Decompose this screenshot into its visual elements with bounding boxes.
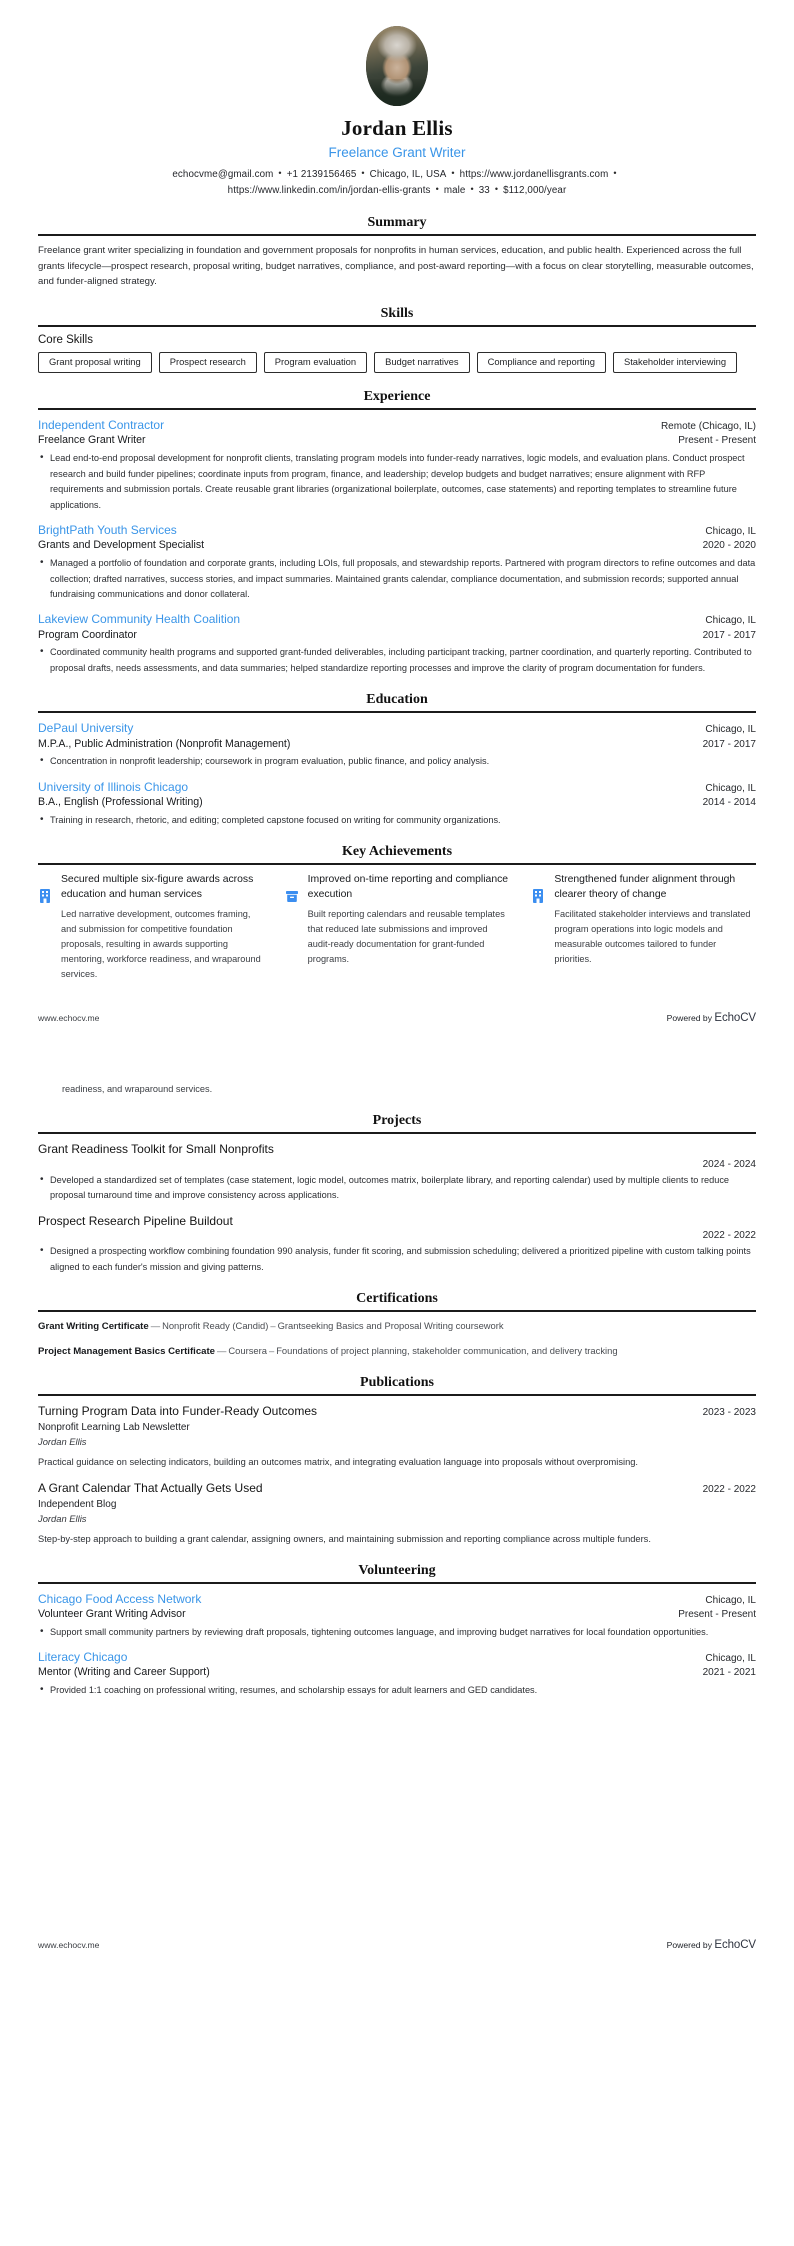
bullet-item: • Developed a standardized set of templates (case statement, logic model, outcomes matrix, boilerplate library, and reporting calendar) used by multiple clients to reduce proposal turnaround time and improve consistency across applications. <box>38 1173 756 1204</box>
experience-bullets <box>38 451 756 513</box>
footer-powered-by-label: Powered by <box>666 1939 713 1950</box>
publication-title: Turning Program Data into Funder-Ready Outcomes <box>38 1404 318 1419</box>
building-icon <box>38 888 52 904</box>
experience-location: Chicago, IL <box>705 526 756 538</box>
volunteering-entry <box>38 1591 756 1640</box>
section-divider <box>38 1310 756 1312</box>
education-location: Chicago, IL <box>705 782 756 794</box>
volunteering-org[interactable]: Literacy Chicago <box>38 1650 128 1665</box>
skill-chip: Budget narratives <box>374 352 469 373</box>
experience-org[interactable]: BrightPath Youth Services <box>38 523 177 538</box>
section-title-volunteering: Volunteering <box>358 1562 436 1578</box>
experience-bullets <box>38 645 756 676</box>
experience-date: Present - Present <box>678 435 756 447</box>
separator-dot-icon: • <box>613 168 617 178</box>
en-dash-icon: – <box>270 1320 276 1332</box>
publication-entry <box>38 1403 756 1470</box>
footer-site-url[interactable]: www.echocv.me <box>38 1939 100 1950</box>
project-bullets <box>38 1173 756 1204</box>
bullet-item: • Provided 1:1 coaching on professional writing, resumes, and scholarship essays for adult learners and GED candidates. <box>38 1683 756 1698</box>
separator-dot-icon: • <box>494 184 499 195</box>
bullet-item: • Training in research, rhetoric, and editing; completed capstone focused on writing for community organizations. <box>38 813 756 828</box>
separator-dot-icon: • <box>278 168 282 178</box>
contact-linkedin[interactable]: https://www.linkedin.com/in/jordan-ellis-grants <box>227 185 431 197</box>
em-dash-icon: — <box>217 1344 227 1356</box>
project-bullets <box>38 1244 756 1275</box>
certification-entry <box>38 1344 756 1359</box>
footer-site-url[interactable]: www.echocv.me <box>38 1013 100 1023</box>
footer-powered-by-label: Powered by <box>666 1013 713 1023</box>
experience-role: Grants and Development Specialist <box>38 539 205 552</box>
volunteering-location: Chicago, IL <box>705 1594 756 1606</box>
section-divider <box>38 408 756 410</box>
section-divider <box>38 234 756 236</box>
footer-brand <box>667 1012 756 1024</box>
section-divider <box>38 325 756 327</box>
certification-name: Project Management Basics Certificate <box>38 1345 216 1357</box>
contact-location: Chicago, IL, USA <box>369 169 447 180</box>
experience-role: Freelance Grant Writer <box>38 434 146 447</box>
section-title-certifications: Certifications <box>356 1291 438 1307</box>
key-achievement-title: Strengthened funder alignment through clearer theory of change <box>554 874 736 901</box>
avatar <box>366 26 428 106</box>
section-title-experience: Experience <box>363 389 431 405</box>
volunteering-entry <box>38 1649 756 1698</box>
experience-entry <box>38 522 756 602</box>
key-achievement-item <box>38 872 263 982</box>
contact-phone[interactable]: +1 2139156465 <box>286 169 357 180</box>
building-icon <box>531 888 545 904</box>
archive-box-icon <box>285 888 299 904</box>
section-divider <box>38 863 756 865</box>
project-name: Prospect Research Pipeline Buildout <box>38 1213 233 1228</box>
bullet-item: • Coordinated community health programs and supported grant-funded deliverables, including participant tracking, partner coordination, and quarterly reporting. Contributed to proposal drafts, needs assessments, and data summaries; helped standardize reporting processes and improve the clarity of program documentation for funders. <box>38 645 756 676</box>
separator-dot-icon: • <box>470 184 474 195</box>
key-achievement-item <box>531 872 756 982</box>
experience-org[interactable]: Lakeview Community Health Coalition <box>38 612 241 627</box>
certification-description: Grantseeking Basics and Proposal Writing coursework <box>277 1320 504 1332</box>
section-title-projects: Projects <box>372 1112 422 1128</box>
em-dash-icon: — <box>150 1320 161 1332</box>
volunteering-bullets <box>38 1625 756 1640</box>
section-projects <box>38 1113 756 1275</box>
project-entry <box>38 1213 756 1276</box>
certification-description: Foundations of project planning, stakeholder communication, and delivery tracking <box>276 1344 618 1356</box>
en-dash-icon: – <box>268 1344 275 1356</box>
section-key-achievements <box>38 844 756 982</box>
experience-role: Program Coordinator <box>38 628 137 641</box>
publication-date: 2023 - 2023 <box>702 1407 756 1419</box>
bottom-spacer <box>38 1699 756 1939</box>
experience-date: 2017 - 2017 <box>702 629 756 641</box>
section-title-education: Education <box>366 692 428 708</box>
separator-dot-icon: • <box>451 168 455 178</box>
certification-issuer: Coursera <box>228 1344 267 1356</box>
section-title-summary: Summary <box>367 215 427 231</box>
summary-text: Freelance grant writer specializing in foundation and government proposals for nonprofits in human services, education, and public health. Experienced across the full grants lifecycle—prospect research, proposal writing, budget narratives, compliance, and post-award reporting—with a focus on clear storytelling, measurable outcomes, and funder-aligned strategy. <box>38 245 754 288</box>
key-achievements-grid <box>38 872 756 982</box>
bullet-item: • Managed a portfolio of foundation and corporate grants, including LOIs, full proposals, and stewardship reports. Partnered with program directors to refine outcomes and data collection; drafted narratives, success stories, and impact summaries. Maintained grants calendar, compliance documentation, and submission records; supported annual fundraising communications and donor collateral. <box>38 556 756 602</box>
separator-dot-icon: • <box>435 184 439 195</box>
education-bullets <box>38 754 756 769</box>
education-degree: M.P.A., Public Administration (Nonprofit Management) <box>38 737 291 750</box>
volunteering-role: Mentor (Writing and Career Support) <box>38 1666 210 1679</box>
certification-entry <box>38 1319 756 1334</box>
volunteering-org[interactable]: Chicago Food Access Network <box>38 1591 202 1606</box>
section-divider <box>38 1132 756 1134</box>
headline: Freelance Grant Writer <box>328 145 466 160</box>
contact-salary: $112,000/year <box>503 185 567 197</box>
key-achievement-item <box>285 872 510 982</box>
education-entry <box>38 779 756 828</box>
publication-description: Step-by-step approach to building a grant calendar, assigning owners, and maintaining submission and reporting compliance across multiple funders. <box>38 1533 651 1544</box>
section-title-publications: Publications <box>360 1375 434 1391</box>
contact-gender: male <box>443 185 466 197</box>
publication-publisher: Nonprofit Learning Lab Newsletter <box>38 1421 190 1433</box>
education-date: 2017 - 2017 <box>702 738 756 750</box>
publication-description: Practical guidance on selecting indicators, building an outcomes matrix, and integrating evaluation language into proposals without overpromising. <box>38 1456 639 1467</box>
education-entry <box>38 720 756 769</box>
project-entry <box>38 1141 756 1204</box>
publication-author: Jordan Ellis <box>38 1513 87 1525</box>
page-break-gap <box>38 1024 756 1082</box>
section-experience <box>38 389 756 676</box>
project-date: 2022 - 2022 <box>702 1230 756 1242</box>
education-date: 2014 - 2014 <box>702 797 756 809</box>
section-summary <box>38 215 756 290</box>
key-achievement-continuation: readiness, and wraparound services. <box>62 1084 213 1094</box>
page-title: Jordan Ellis <box>341 116 453 140</box>
bullet-item: • Designed a prospecting workflow combining foundation 990 analysis, funder fit scoring, and submission scheduling; delivered a prioritized pipeline with custom talking points aligned to each funder's mission and giving patterns. <box>38 1244 756 1275</box>
bullet-item: • Support small community partners by reviewing draft proposals, tightening outcomes language, and improving budget narratives for local foundation opportunities. <box>38 1625 756 1640</box>
section-certifications <box>38 1291 756 1359</box>
skills-group-title: Core Skills <box>38 333 93 346</box>
publication-title: A Grant Calendar That Actually Gets Used <box>38 1480 263 1495</box>
key-achievement-title: Improved on-time reporting and compliance execution <box>307 874 509 901</box>
key-achievement-description: Built reporting calendars and reusable templates that reduced late submissions and improved audit-ready documentation for grant-funded programs. <box>307 909 505 965</box>
volunteering-date: 2021 - 2021 <box>702 1667 756 1679</box>
education-school[interactable]: DePaul University <box>38 721 134 736</box>
section-education <box>38 692 756 828</box>
footer-brand <box>667 1939 756 1951</box>
contact-line-2 <box>38 183 756 199</box>
skill-chip: Stakeholder interviewing <box>613 352 737 373</box>
section-divider <box>38 1394 756 1396</box>
contact-age: 33 <box>478 185 490 197</box>
bullet-item: • Concentration in nonprofit leadership; coursework in program evaluation, public finance, and policy analysis. <box>38 754 756 769</box>
skill-chip: Prospect research <box>159 352 257 373</box>
education-degree: B.A., English (Professional Writing) <box>38 796 203 809</box>
project-name: Grant Readiness Toolkit for Small Nonprofits <box>38 1141 274 1156</box>
contact-email[interactable]: echocvme@gmail.com <box>172 169 274 180</box>
experience-location: Remote (Chicago, IL) <box>660 421 756 433</box>
publication-date: 2022 - 2022 <box>702 1483 756 1495</box>
volunteering-role: Volunteer Grant Writing Advisor <box>38 1607 186 1620</box>
footer-brand-name: EchoCV <box>714 1938 756 1951</box>
education-location: Chicago, IL <box>705 724 756 736</box>
skills-chip-row <box>38 352 756 373</box>
certification-name: Grant Writing Certificate <box>38 1321 149 1333</box>
experience-entry <box>38 417 756 513</box>
volunteering-location: Chicago, IL <box>705 1653 756 1665</box>
section-volunteering <box>38 1563 756 1699</box>
volunteering-bullets <box>38 1683 756 1698</box>
section-publications <box>38 1375 756 1547</box>
publication-publisher: Independent Blog <box>38 1498 117 1510</box>
project-date: 2024 - 2024 <box>702 1158 756 1170</box>
skill-chip: Grant proposal writing <box>38 352 152 373</box>
section-skills <box>38 306 756 373</box>
section-divider <box>38 711 756 713</box>
key-achievement-description: Led narrative development, outcomes framing, and submission for competitive foundation proposals, resulting in awards supporting mentoring, workforce readiness, and wraparound services. <box>61 909 261 980</box>
bullet-item: • Lead end-to-end proposal development for nonprofit clients, translating program models into funder-ready narratives, logic models, and evaluation plans. Conduct prospect research and build funder pipelines; coordinate inputs from program, finance, and leadership; develop budgets and budget narratives; ensure alignment with RFP requirements and submission portals. Create reusable grant libraries (organizational boilerplate, outcomes, case statements) and reporting templates to streamline future applications. <box>38 451 756 513</box>
avatar-photo <box>366 26 428 106</box>
page-footer <box>38 1939 756 1951</box>
experience-entry <box>38 611 756 676</box>
contact-website[interactable]: https://www.jordanellisgrants.com <box>459 169 609 180</box>
key-achievement-description: Facilitated stakeholder interviews and translated program operations into logic models and measurable outcomes tailored to funder priorities. <box>554 909 751 965</box>
section-title-skills: Skills <box>380 305 414 321</box>
experience-bullets <box>38 556 756 602</box>
separator-dot-icon: • <box>361 168 365 178</box>
section-divider <box>38 1582 756 1584</box>
footer-brand-name: EchoCV <box>714 1012 756 1024</box>
education-school[interactable]: University of Illinois Chicago <box>38 779 189 794</box>
publication-author: Jordan Ellis <box>38 1436 87 1448</box>
section-title-key-achievements: Key Achievements <box>341 844 453 860</box>
contact-line-1 <box>38 167 756 183</box>
publication-entry <box>38 1480 756 1547</box>
education-bullets <box>38 813 756 828</box>
page-footer <box>38 1012 756 1024</box>
skill-chip: Compliance and reporting <box>477 352 606 373</box>
experience-date: 2020 - 2020 <box>702 540 756 552</box>
experience-location: Chicago, IL <box>705 615 756 627</box>
resume-header <box>38 0 756 199</box>
certification-issuer: Nonprofit Ready (Candid) <box>162 1320 269 1332</box>
skill-chip: Program evaluation <box>264 352 367 373</box>
key-achievement-title: Secured multiple six-figure awards across education and human services <box>61 874 254 901</box>
experience-org[interactable]: Independent Contractor <box>38 418 165 433</box>
volunteering-date: Present - Present <box>678 1608 756 1620</box>
